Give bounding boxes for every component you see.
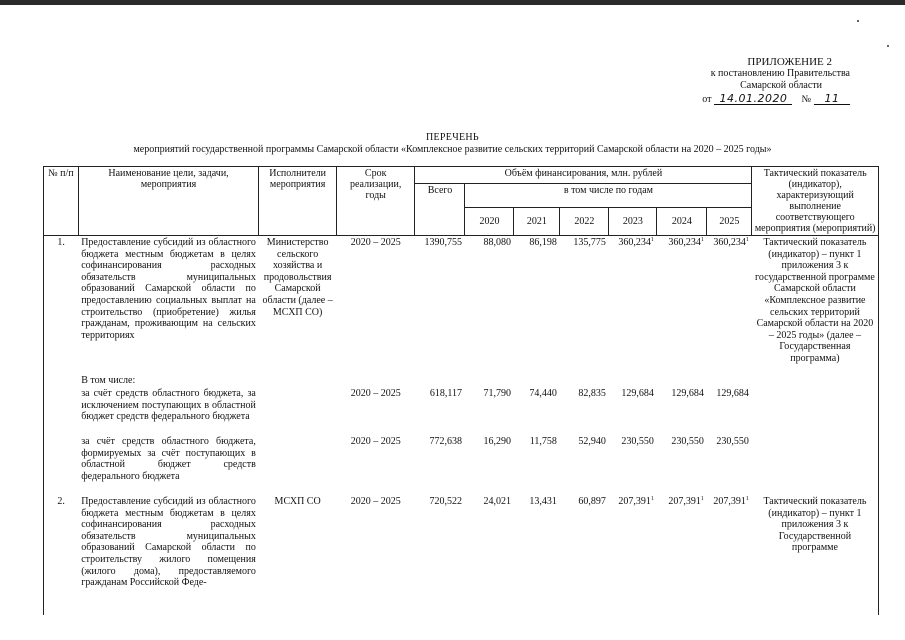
- row-total: 1390,755: [424, 237, 462, 248]
- row-name: Предоставление субсидий из областного бюджета местным бюджетам в целях софинансирования расходных обязательств муниципальных образований Самарской области по строительству жилого помещения (жилого дома), предоставляемого гражданам Российской Феде-: [81, 496, 256, 589]
- row-period: 2020 – 2025: [350, 436, 401, 448]
- row-value-2020: 71,790: [483, 388, 511, 400]
- header-year-2023: 2023: [609, 208, 657, 236]
- row-value-2025: 360,234$^1$: [713, 237, 749, 248]
- footnote-mark: 1: [745, 496, 749, 503]
- footnote-mark: 1: [650, 237, 654, 243]
- row-value-2021: 86,198: [529, 237, 557, 248]
- measures-table: [43, 166, 879, 615]
- row-period: 2020 – 2025: [350, 496, 401, 508]
- row-name: за счёт средств областного бюджета, за исключением поступающих в областной бюджет средств федерального бюджета: [81, 388, 256, 423]
- date-prefix: от: [702, 94, 712, 105]
- row-value-2022: 135,775: [573, 237, 606, 248]
- row-value-2022: 82,835: [578, 388, 606, 400]
- row-value-2025: 230,550: [716, 436, 749, 448]
- scan-top-border: [0, 0, 905, 5]
- footnote-mark: 1: [650, 496, 654, 503]
- row-period: 2020 – 2025: [350, 388, 401, 400]
- scan-speck: [857, 20, 859, 22]
- row-value-2024: 360,234$^1$: [668, 237, 704, 248]
- row-value-2023: 360,234$^1$: [618, 237, 654, 248]
- footnote-mark: 1: [745, 237, 749, 243]
- row-number: 2.: [44, 495, 79, 615]
- appendix-header: [630, 56, 850, 106]
- row-executor: МСХП СО: [274, 496, 321, 508]
- header-year-2024: 2024: [657, 208, 707, 236]
- header-funding: Объём финансирования, млн. рублей: [415, 167, 752, 184]
- table-row: [44, 236, 879, 374]
- row-value-2023: 129,684: [621, 388, 654, 400]
- header-executors: Исполнители мероприятия: [259, 167, 337, 236]
- row-total: 618,117: [429, 388, 462, 400]
- appendix-line-2: Самарской области: [740, 80, 822, 91]
- header-name: Наименование цели, задачи, мероприятия: [78, 167, 259, 236]
- row-value-2023: 207,391$^1$: [618, 496, 654, 508]
- header-num: № п/п: [44, 167, 79, 236]
- header-period: Срок реализации, годы: [336, 167, 415, 236]
- row-name: за счёт средств областного бюджета, формируемых за счёт поступающих в областной бюджет средств федерального бюджета: [81, 436, 256, 482]
- row-number: 1.: [44, 236, 79, 374]
- row-value-2023: 230,550: [621, 436, 654, 448]
- header-year-2021: 2021: [514, 208, 560, 236]
- table-row: [44, 374, 879, 388]
- handwritten-date: 14.01.2020: [714, 93, 792, 105]
- header-including-by-years: в том числе по годам: [465, 184, 752, 208]
- row-indicator: Тактический показатель (индикатор) – пункт 1 приложения 3 к Государственной программе: [752, 495, 879, 615]
- handwritten-number: 11: [814, 93, 850, 105]
- table-row: [44, 435, 879, 495]
- document-subtitle: мероприятий государственной программы Самарской области «Комплексное развитие сельских территорий Самарской области на 2020 – 2025 годы»: [133, 144, 772, 155]
- row-value-2020: 24,021: [483, 496, 511, 508]
- table-row: [44, 387, 879, 435]
- header-year-2020: 2020: [465, 208, 514, 236]
- row-total: 720,522: [429, 496, 462, 508]
- header-year-2022: 2022: [560, 208, 609, 236]
- footnote-mark: 1: [700, 237, 704, 243]
- row-value-2024: 207,391$^1$: [668, 496, 704, 508]
- row-value-2021: 11,758: [529, 436, 557, 448]
- footnote-mark: 1: [700, 496, 704, 503]
- number-prefix: №: [801, 94, 811, 105]
- row-value-2024: 230,550: [671, 436, 704, 448]
- header-indicator: Тактический показатель (индикатор), характеризующий выполнение соответствующего мероприятия (мероприятий): [752, 167, 879, 236]
- row-name: Предоставление субсидий из областного бюджета местным бюджетам в целях софинансирования расходных обязательств муниципальных образований Самарской области по предоставлению социальных выплат на строительство (приобретение) жилья гражданам, проживающим на сельских территориях: [81, 237, 256, 341]
- header-year-2025: 2025: [707, 208, 752, 236]
- row-total: 772,638: [429, 436, 462, 448]
- table-row: [44, 495, 879, 615]
- row-value-2025: 129,684: [716, 388, 749, 400]
- row-value-2022: 52,940: [578, 436, 606, 448]
- appendix-line-1: к постановлению Правительства: [710, 68, 850, 79]
- row-value-2022: 60,897: [578, 496, 606, 508]
- scan-speck: [887, 45, 889, 47]
- row-value-2024: 129,684: [671, 388, 704, 400]
- row-executor: Министерство сельского хозяйства и продовольствия Самарской области (далее – МСХП СО): [262, 237, 333, 318]
- header-total: Всего: [415, 184, 465, 236]
- row-value-2025: 207,391$^1$: [713, 496, 749, 508]
- appendix-title: ПРИЛОЖЕНИЕ 2: [747, 56, 832, 68]
- document-title: ПЕРЕЧЕНЬ: [426, 132, 479, 143]
- row-period: 2020 – 2025: [350, 237, 401, 248]
- row-value-2021: 13,431: [529, 496, 557, 508]
- appendix-date-row: [630, 93, 850, 106]
- row-value-2020: 16,290: [483, 436, 511, 448]
- row-value-2021: 74,440: [529, 388, 557, 400]
- row-indicator: Тактический показатель (индикатор) – пункт 1 приложения 3 к государственной программе Самарской области «Комплексное развитие сельских территорий Самарской области на 2020 – 2025 годы» (далее – Государственная программа): [752, 236, 879, 374]
- row-subtotal-label: В том числе:: [81, 374, 136, 386]
- row-value-2020: 88,080: [483, 237, 511, 248]
